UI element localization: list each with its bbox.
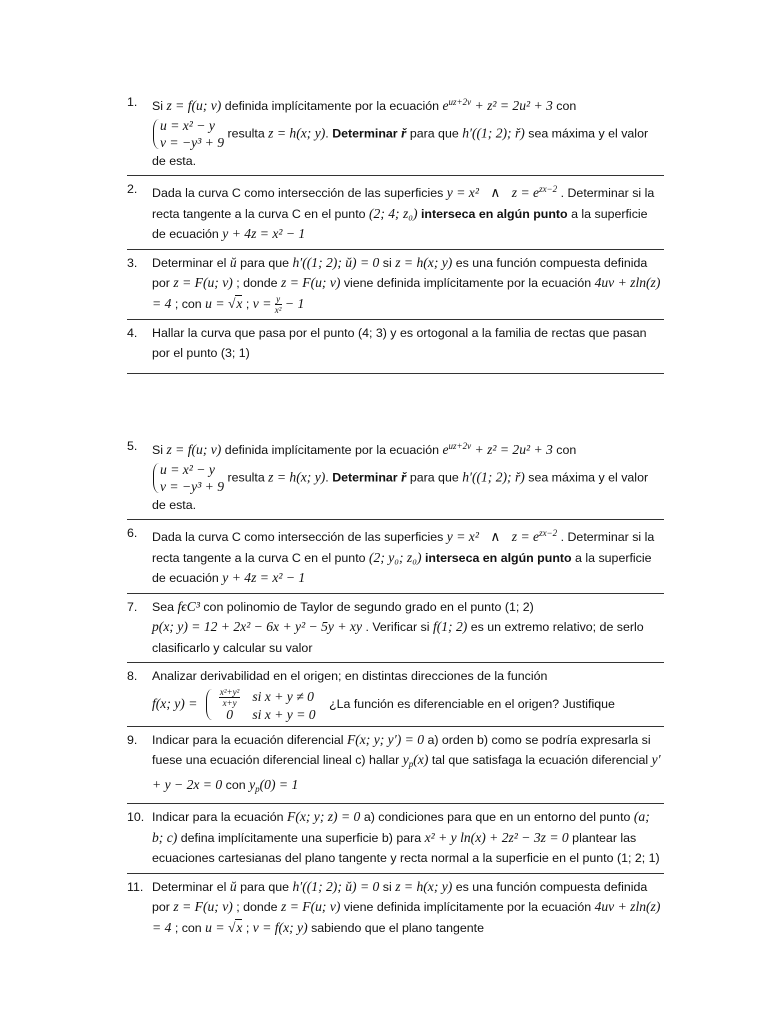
exercise-3: 3. Determinar el ŭ para que h′((1; 2); ŭ) = 0 si z = h(x; y) es una función compuesta definida por z = F(u; v) ; donde z = F(u; v) viene definida implícitamente por la ecuación 4uv + zln(z) = 4 ; con u = √x ; v = $\frac{y}{\text{x²}}$ − 1: [127, 250, 664, 320]
piecewise-function: $\frac{\text{x²+y²}}{x+y}$ si x + y ≠ 0 0 si x + y = 0: [205, 687, 322, 722]
exercise-number: 1.: [127, 95, 138, 109]
exercise-number: 9.: [127, 732, 138, 747]
exercise-7: 7. Sea fϵC³ con polinomio de Taylor de segundo grado en el punto (1; 2) p(x; y) = 12 + 2x² − 6x + y² − 5y + xy . Verificar si f(1; 2) es un extremo relativo; de serlo clasificarlo y calcular su valor: [127, 594, 664, 664]
exercise-number: 8.: [127, 669, 138, 683]
exercise-8: 8. Analizar derivabilidad en el origen; en distintas direcciones de la función f(x; y) = $\frac{\text{x²+y²}}{x+y}$ si x + y ≠ 0 0 si x + y = 0 ¿La función es diferenciable en el origen? Justifique: [127, 663, 664, 727]
exercise-list-bottom: [127, 433, 664, 942]
exercise-11: 11. Determinar el ŭ para que h′((1; 2); ŭ) = 0 si z = h(x; y) es una función compuesta definida por z = F(u; v) ; donde z = F(u; v) viene definida implícitamente por la ecuación 4uv + zln(z) = 4 ; con u = √x ; v = f(x; y) sabiendo que el plano tangente: [127, 874, 664, 943]
exercise-6: 6. Dada la curva C como intersección de las superficies y = x² ∧ $z = e^{zx-2}$ . Determinar si la recta tangente a la curva C en el punto (2; y₀; z₀) interseca en algún punto a la superficie de ecuación y + 4z = x² − 1: [127, 520, 664, 594]
exercise-number: 10.: [127, 810, 145, 824]
equation: $e^{uz+2v} + z^2 = 2u^2 + 3$: [442, 441, 553, 457]
exercise-9: 9. Indicar para la ecuación diferencial F(x; y; y′) = 0 a) orden b) como se podría expresarla si fuese una ecuación diferencial lineal c) hallar $y_p(x)$ tal que satisfaga la ecuación diferencial y′ + y − 2x = 0 con $y_p(0) = 1$: [127, 727, 664, 805]
exercise-number: 5.: [127, 439, 138, 453]
exercise-number: 7.: [127, 599, 138, 614]
exercise-4: 4. Hallar la curva que pasa por el punto (4; 3) y es ortogonal a la familia de rectas que pasan por el punto (3; 1): [127, 320, 664, 374]
exercise-10: 10. Indicar para la ecuación F(x; y; z) = 0 a) condiciones para que en un entorno del punto (a; b; c) defina implícitamente una superficie b) para x² + y ln(x) + 2z² − 3z = 0 plantear las ecuaciones cartesianas del plano tangente y recta normal a la superficie en el punto (1; 2; 1): [127, 804, 664, 874]
exercise-list-top: [127, 89, 664, 374]
exercise-number: 3.: [127, 255, 138, 270]
exercise-number: 4.: [127, 325, 138, 340]
exercise-number: 2.: [127, 182, 138, 196]
exercise-number: 6.: [127, 526, 138, 540]
exercise-2: 2. Dada la curva C como intersección de las superficies y = x² ∧ $z = e^{zx-2}$ . Determinar si la recta tangente a la curva C en el punto (2; 4; z₀) interseca en algún punto a la superficie de ecuación y + 4z = x² − 1: [127, 176, 664, 250]
equation-system: u = x² − y v = −y³ + 9: [152, 117, 224, 151]
exercise-5: 5. Si z = f(u; v) definida implícitamente por la ecuación $e^{uz+2v} + z^2 = 2u^2 + 3$ con u = x² − y v = −y³ + 9 resulta z = h(x; y). Determinar ř para que h′((1; 2); ř) sea máxima y el valor de esta.: [127, 433, 664, 520]
exercise-1: 1. Si z = f(u; v) definida implícitamente por la ecuación $e^{uz+2v} + z^2 = 2u^2 + 3$ con u = x² − y v = −y³ + 9 resulta z = h(x; y). Determinar ř para que h′((1; 2); ř) sea máxima y el valor de esta.: [127, 89, 664, 176]
equation-system: u = x² − y v = −y³ + 9: [152, 461, 224, 495]
exercise-number: 11.: [127, 879, 144, 894]
equation: $e^{uz+2v} + z^2 = 2u^2 + 3$: [442, 97, 553, 113]
